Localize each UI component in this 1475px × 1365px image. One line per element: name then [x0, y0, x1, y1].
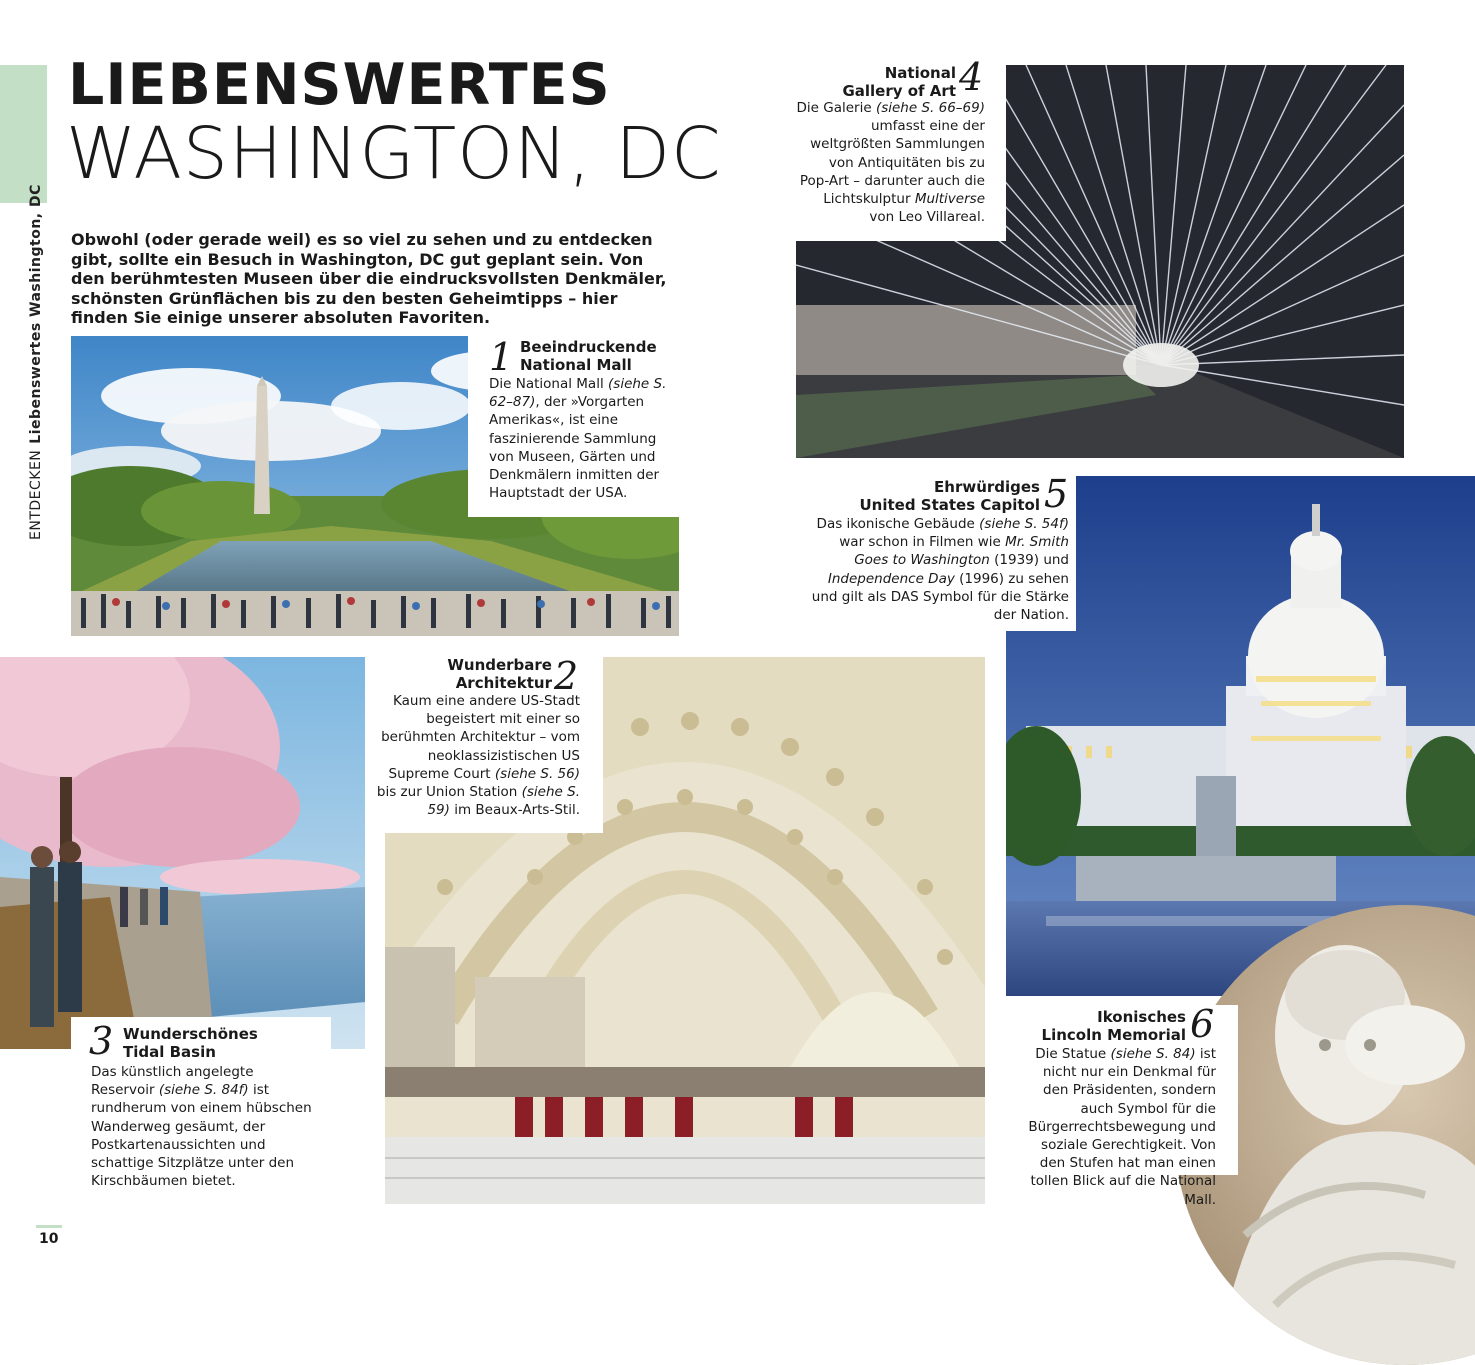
entry-1-heading: Beeindruckende National Mall — [520, 338, 657, 374]
entry-3-card — [71, 1017, 331, 1190]
page-title-line2: WASHINGTON, DC — [66, 112, 722, 195]
page-title-line1: LIEBENSWERTES — [68, 52, 611, 118]
entry-2-card — [365, 654, 603, 833]
entry-4-text: Die Galerie (siehe S. 66–69) umfasst eine der weltgrößten Sammlungen von Antiquitäten bis zu Pop-Art – darunter auch die Lichtskulptur Multiverse von Leo Villareal. — [796, 100, 985, 226]
entry-6-heading: Ikonisches Lincoln Memorial — [1041, 1008, 1186, 1044]
page-number: 10 — [39, 1231, 59, 1247]
intro-paragraph: Obwohl (oder gerade weil) es so viel zu sehen und zu entdecken gibt, sollte ein Besuch in Washington, DC gut geplant sein. Von den berühmtesten Museen über die eindrucksvollsten Denkmäler, schönsten Grünflächen bis zu den besten Geheimtipps – hier finden Sie einige unserer absoluten Favoriten. — [71, 230, 667, 327]
entry-1-number: 1 — [489, 335, 514, 379]
section-tab — [0, 65, 47, 203]
page-number-rule — [36, 1225, 62, 1228]
entry-2-heading: Wunderbare Architektur — [447, 656, 552, 692]
entry-4-card — [796, 55, 1006, 241]
entry-5-number: 5 — [1044, 472, 1069, 516]
entry-5-card — [806, 472, 1076, 631]
entry-3-text: Das künstlich angelegte Reservoir (siehe S. 84f) ist rundherum von einem hübschen Wanderweg gesäumt, der Postkartenaussichten und schattige Sitzplätze unter den Kirschbäumen bietet. — [91, 1064, 312, 1190]
entry-6-card — [1016, 1002, 1238, 1208]
entry-6-number: 6 — [1190, 1002, 1215, 1046]
tidal-basin-photo — [0, 657, 365, 1049]
entry-3-number: 3 — [89, 1019, 114, 1063]
running-header — [28, 184, 44, 540]
chapter-title: Liebenswertes Washington, DC — [28, 184, 44, 444]
entry-4-heading: National Gallery of Art — [842, 64, 956, 100]
section-label: ENTDECKEN — [28, 449, 44, 540]
entry-2-number: 2 — [554, 654, 579, 698]
entry-5-heading: Ehrwürdiges United States Capitol — [859, 478, 1040, 514]
entry-6-text: Die Statue (siehe S. 84) ist nicht nur ein Denkmal für den Präsidenten, sondern auch Symbol für die Bürgerrechtsbewegung und soziale Gerechtigkeit. Von den Stufen hat man einen tollen Blick auf die National Mall. — [1028, 1046, 1216, 1208]
entry-5-text: Das ikonische Gebäude (siehe S. 54f) war schon in Filmen wie Mr. Smith Goes to Washington (1939) und Independence Day (1996) zu sehen und gilt als DAS Symbol für die Stärke der Nation. — [811, 516, 1069, 624]
entry-3-heading: Wunderschönes Tidal Basin — [123, 1025, 258, 1061]
entry-4-number: 4 — [959, 55, 984, 99]
entry-1-card — [468, 336, 679, 517]
entry-2-text: Kaum eine andere US-Stadt begeistert mit einer so berühmten Architektur – vom neoklassizistischen US Supreme Court (siehe S. 56) bis zur Union Station (siehe S. 59) im Beaux-Arts-Stil. — [376, 693, 580, 819]
entry-1-text: Die National Mall (siehe S. 62–87), der »Vorgarten Amerikas«, ist eine faszinierende Sammlung von Museen, Gärten und Denkmälern inmitten der Hauptstadt der USA. — [489, 376, 667, 502]
